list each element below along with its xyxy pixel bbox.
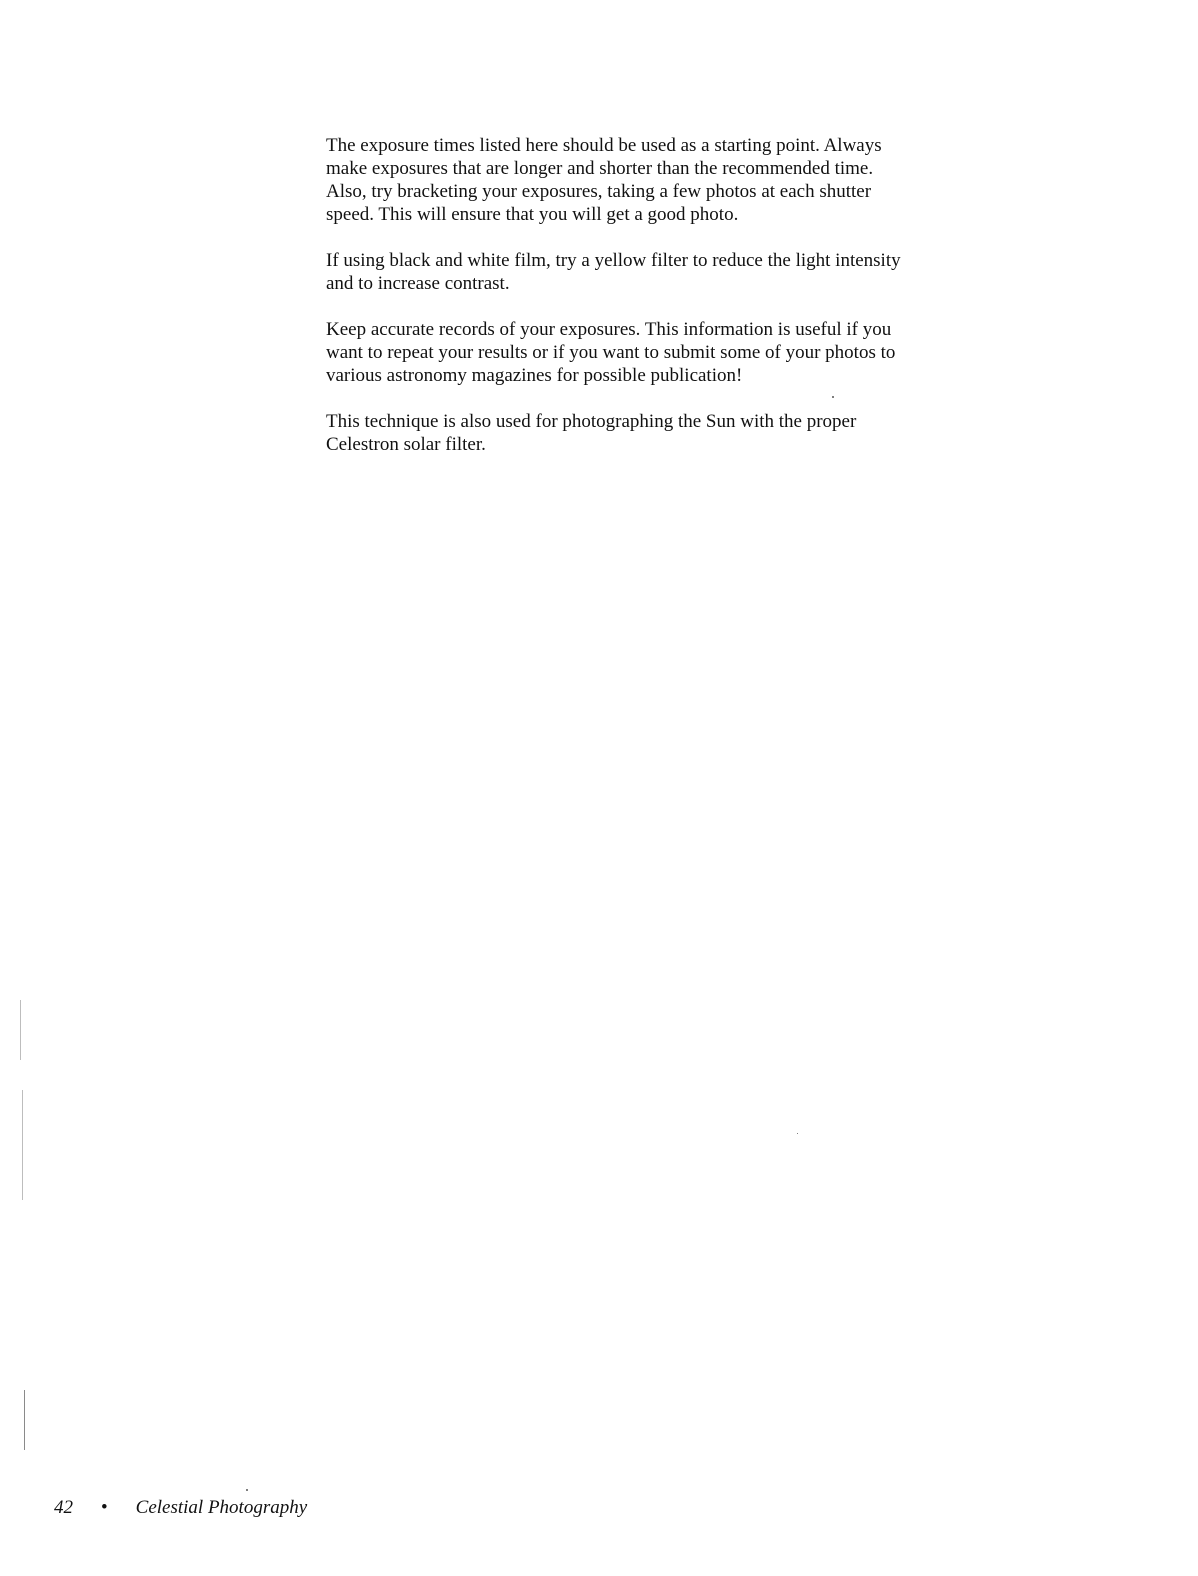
- text-line: make exposures that are longer and shorter than the recommended time.: [326, 158, 874, 179]
- scan-artifact: [24, 1390, 25, 1450]
- scan-speck: [246, 1489, 248, 1491]
- scan-artifact: [22, 1090, 23, 1200]
- scan-speck: [797, 1133, 798, 1134]
- paragraph-exposure-times: [326, 134, 996, 226]
- page-number: 42: [54, 1497, 73, 1518]
- page-footer: [54, 1496, 307, 1520]
- scan-artifact: [20, 1000, 21, 1060]
- text-line: speed. This will ensure that you will get a good photo.: [326, 204, 739, 225]
- text-line: This technique is also used for photographing the Sun with the proper: [326, 411, 857, 432]
- running-title: Celestial Photography: [135, 1497, 308, 1518]
- paragraph-yellow-filter: [326, 249, 996, 295]
- text-line: various astronomy magazines for possible publication!: [326, 365, 743, 386]
- footer-bullet: •: [101, 1497, 108, 1518]
- text-line: want to repeat your results or if you want to submit some of your photos to: [326, 342, 896, 363]
- text-line: and to increase contrast.: [326, 273, 510, 294]
- text-line: Also, try bracketing your exposures, taking a few photos at each shutter: [326, 181, 872, 202]
- text-line: Celestron solar filter.: [326, 434, 486, 455]
- text-line: Keep accurate records of your exposures. This information is useful if you: [326, 319, 892, 340]
- text-line: If using black and white film, try a yellow filter to reduce the light intensity: [326, 250, 901, 271]
- paragraph-sun-technique: [326, 410, 996, 456]
- scan-speck: [832, 396, 834, 398]
- text-line: The exposure times listed here should be used as a starting point. Always: [326, 135, 882, 156]
- paragraph-records: [326, 318, 996, 387]
- body-text: [326, 134, 996, 479]
